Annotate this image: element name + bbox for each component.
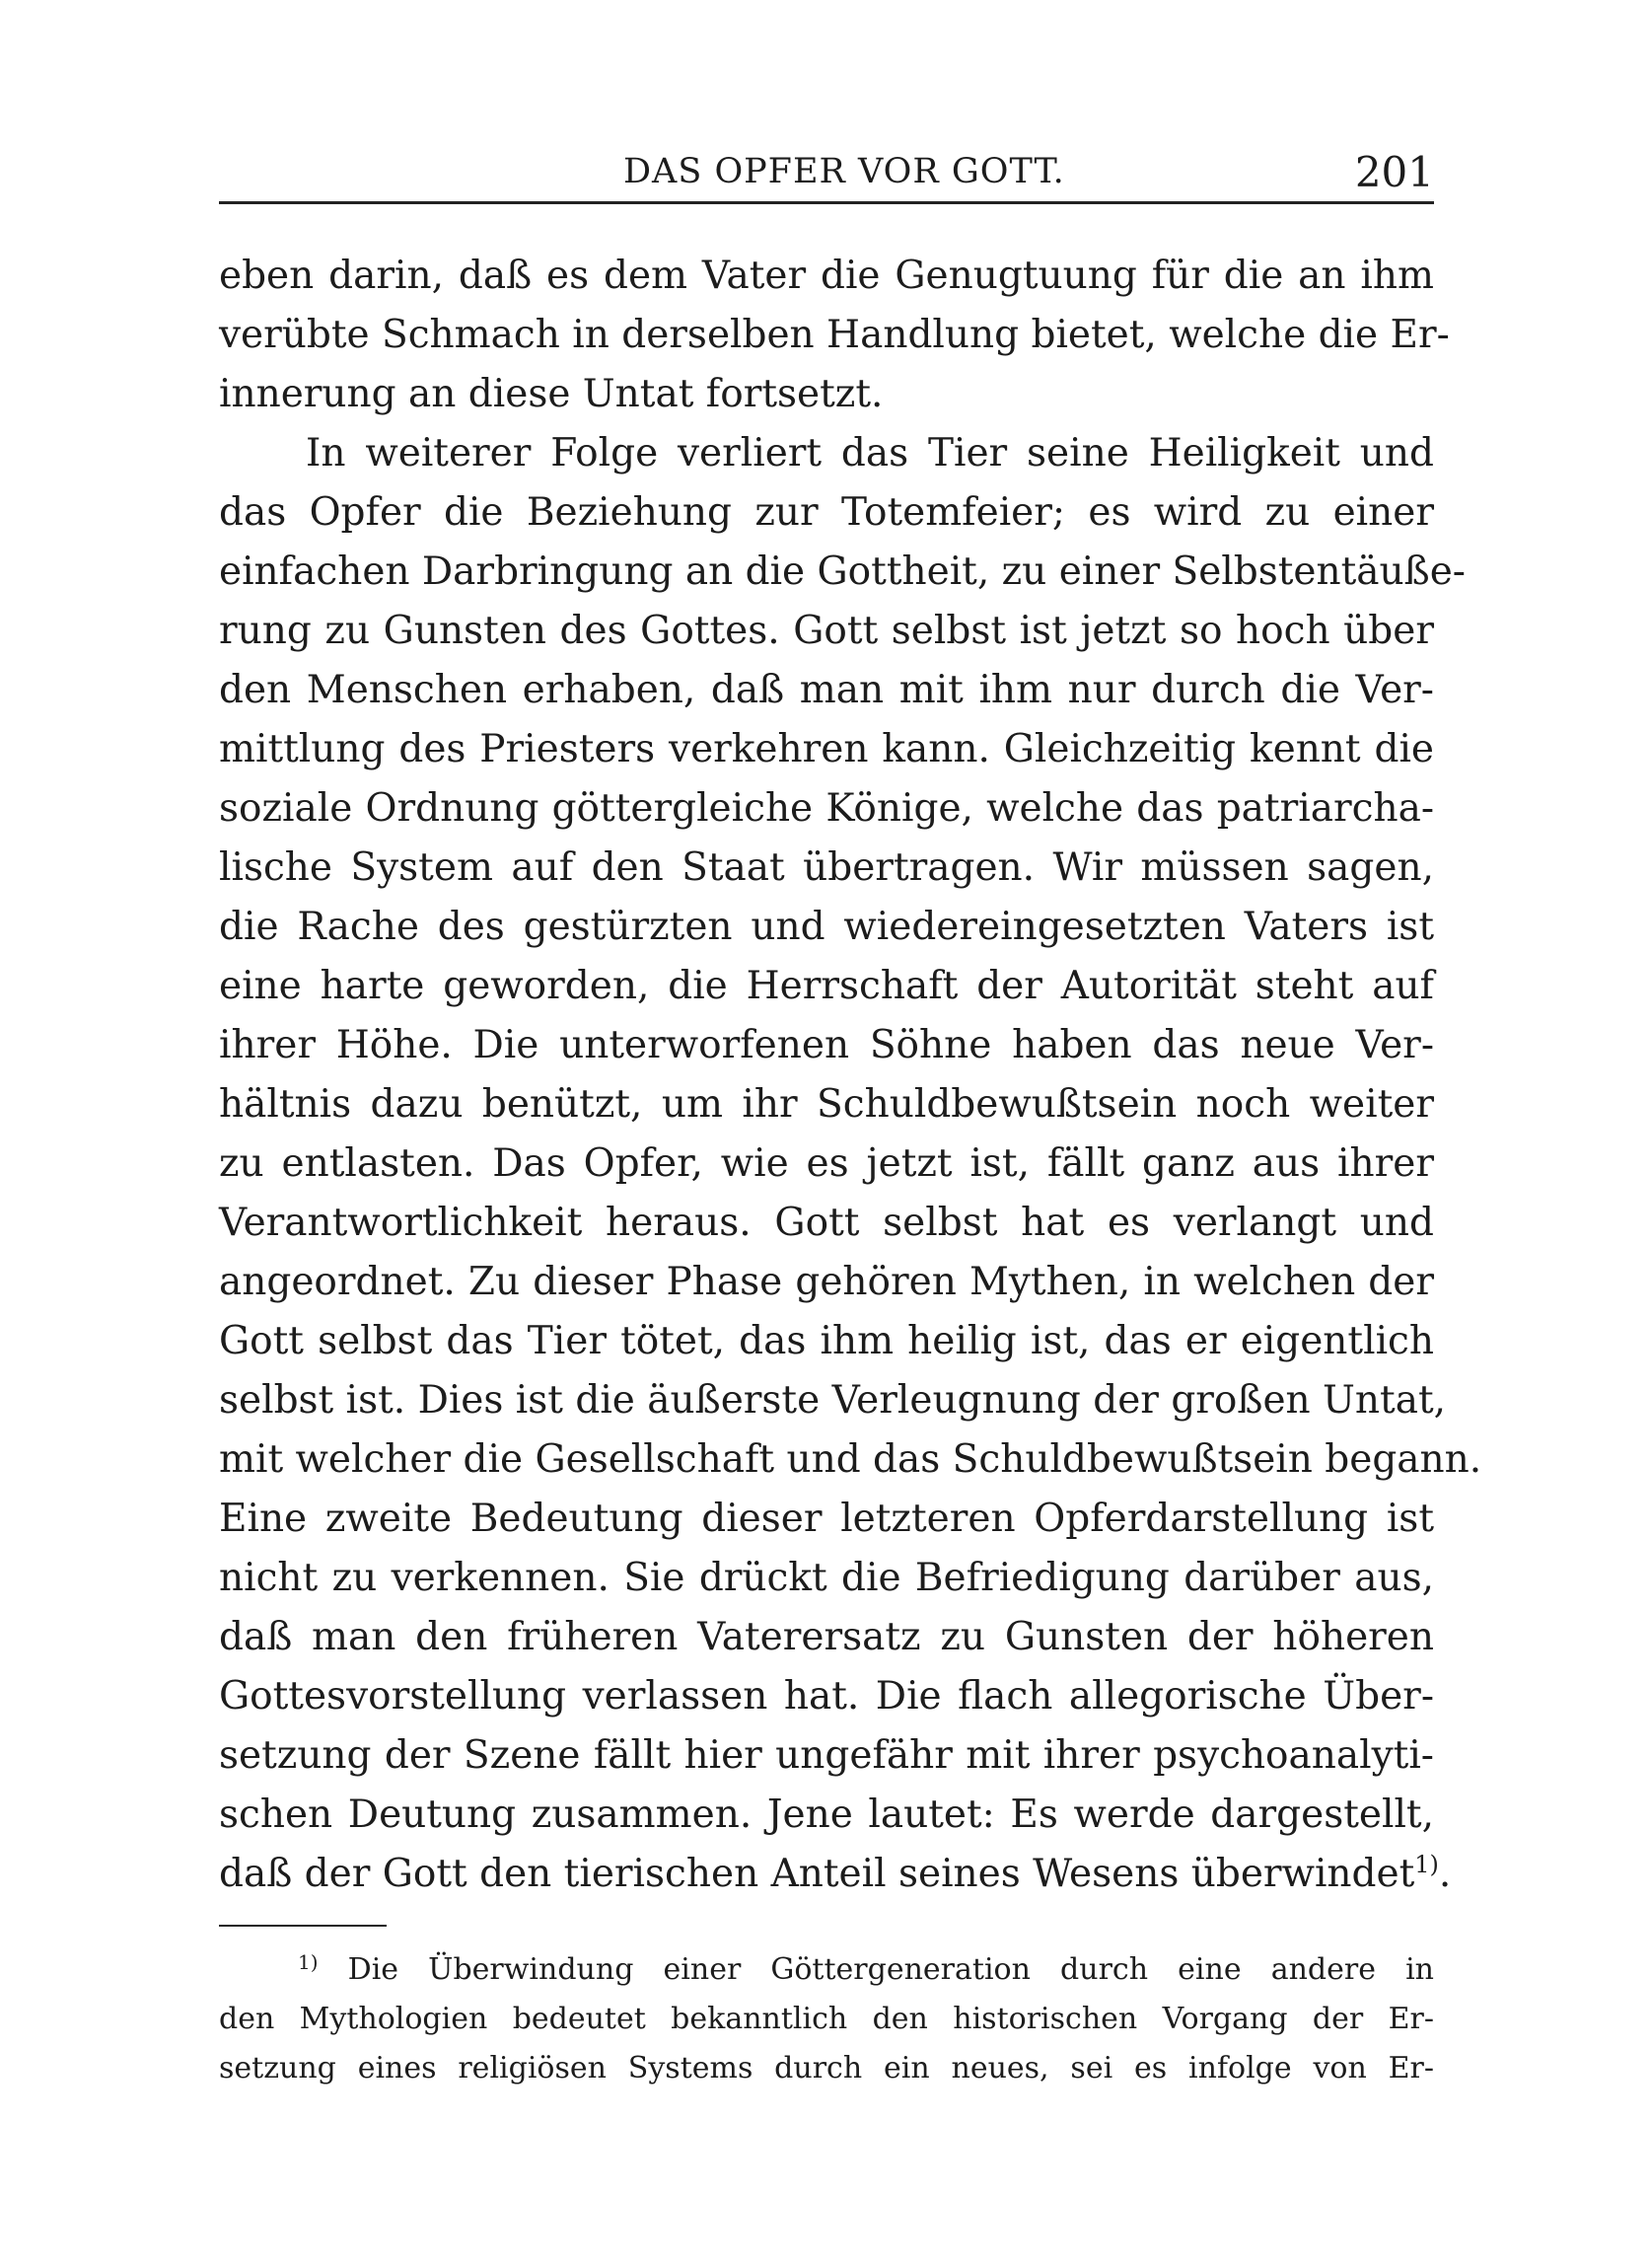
text-line: mit welcher die Gesellschaft und das Schuldbewußtsein begann. [219, 1437, 1482, 1482]
text-line-content: daß der Gott den tierischen Anteil seines Wesens überwindet [219, 1852, 1415, 1896]
text-line: ihrer Höhe. Die unterworfenen Söhne haben das neue Ver- [219, 1023, 1434, 1067]
text-line: die Rache des gestürzten und wiedereingesetzten Vaters ist [219, 905, 1434, 949]
page-header [219, 148, 1434, 201]
text-line: Eine zweite Bedeutung dieser letzteren Opferdarstellung ist [219, 1497, 1434, 1541]
footnote-line-content: Die Überwindung einer Göttergeneration durch eine andere in [347, 1952, 1434, 1987]
text-line: rung zu Gunsten des Gottes. Gott selbst ist jetzt so hoch über [219, 609, 1434, 653]
footnote-marker: 1) [298, 1950, 319, 1974]
header-rule [219, 201, 1434, 204]
text-line: eine harte geworden, die Herrschaft der Autorität steht auf [219, 964, 1434, 1008]
footnote-rule [219, 1925, 387, 1927]
text-line: zu entlasten. Das Opfer, wie es jetzt ist, fällt ganz aus ihrer [219, 1141, 1434, 1186]
footnote-line: setzung eines religiösen Systems durch ein neues, sei es infolge von Er- [219, 2051, 1434, 2085]
text-line: nicht zu verkennen. Sie drückt die Befriedigung darüber aus, [219, 1556, 1434, 1600]
running-title: DAS OPFER VOR GOTT. [623, 152, 1065, 191]
text-line: Gottesvorstellung verlassen hat. Die flach allegorische Über- [219, 1674, 1434, 1719]
text-line: das Opfer die Beziehung zur Totemfeier; es wird zu einer [219, 490, 1434, 535]
text-line: selbst ist. Dies ist die äußerste Verleugnung der großen Untat, [219, 1378, 1447, 1423]
body-text [219, 247, 1482, 1904]
text-line: Verantwortlichkeit heraus. Gott selbst hat es verlangt und [219, 1201, 1434, 1245]
text-line: verübte Schmach in derselben Handlung bietet, welche die Er- [219, 313, 1450, 357]
end-punctuation: . [1438, 1852, 1452, 1896]
text-line: setzung der Szene fällt hier ungefähr mit ihrer psychoanalyti- [219, 1733, 1434, 1778]
text-line: eben darin, daß es dem Vater die Genugtuung für die an ihm [219, 254, 1434, 298]
text-line: den Menschen erhaben, daß man mit ihm nur durch die Ver- [219, 668, 1434, 712]
text-line: mittlung des Priesters verkehren kann. Gleichzeitig kennt die [219, 727, 1434, 771]
footnote-reference[interactable]: 1) [1414, 1851, 1439, 1878]
text-line: schen Deutung zusammen. Jene lautet: Es werde dargestellt, [219, 1792, 1434, 1837]
footnote [219, 1945, 1434, 2093]
text-line: soziale Ordnung göttergleiche Könige, welche das patriarcha- [219, 786, 1434, 831]
text-line: einfachen Darbringung an die Gottheit, zu einer Selbstentäuße- [219, 549, 1466, 594]
text-line: angeordnet. Zu dieser Phase gehören Mythen, in welchen der [219, 1260, 1434, 1304]
text-line: Gott selbst das Tier tötet, das ihm heilig ist, das er eigentlich [219, 1319, 1434, 1363]
page-number: 201 [1354, 148, 1434, 196]
text-line: hältnis dazu benützt, um ihr Schuldbewußtsein noch weiter [219, 1082, 1434, 1127]
text-line: daß man den früheren Vaterersatz zu Gunsten der höheren [219, 1615, 1434, 1659]
text-line: innerung an diese Untat fortsetzt. [219, 372, 884, 416]
text-line: In weiterer Folge verliert das Tier seine Heiligkeit und [306, 431, 1434, 476]
text-line: lische System auf den Staat übertragen. Wir müssen sagen, [219, 845, 1434, 890]
footnote-line [219, 1945, 1434, 1995]
footnote-line: den Mythologien bedeutet bekanntlich den historischen Vorgang der Er- [219, 2002, 1434, 2036]
final-text-line [219, 1845, 1452, 1904]
